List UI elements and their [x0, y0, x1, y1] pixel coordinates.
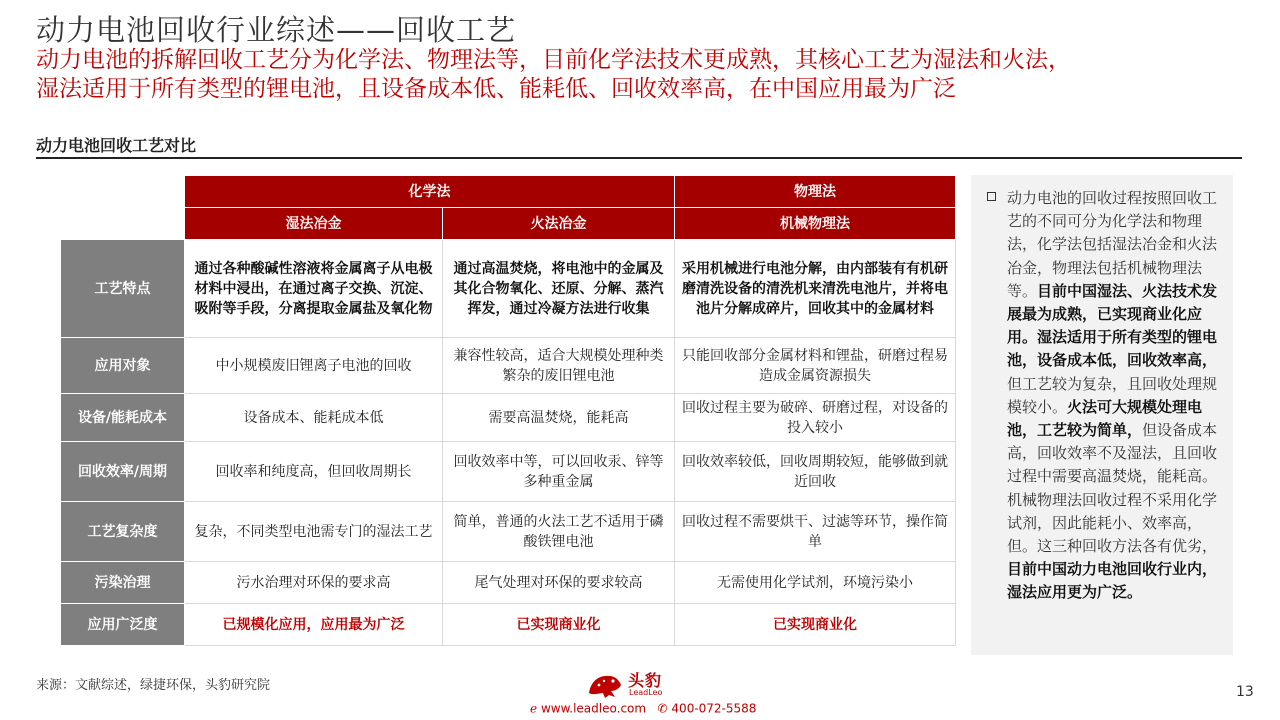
page-title: 动力电池回收行业综述——回收工艺: [36, 13, 517, 47]
table-cell: 设备成本、能耗成本低: [185, 394, 443, 442]
row-header: 污染治理: [61, 562, 185, 604]
table-cell: 回收率和纯度高，但回收周期长: [185, 442, 443, 502]
table-cell: 尾气处理对环保的要求较高: [443, 562, 675, 604]
row-header: 设备/能耗成本: [61, 394, 185, 442]
summary-text: 但工艺较为复杂，且回收处理规模较小。: [1007, 374, 1218, 416]
table-row: [61, 338, 956, 394]
table-row: [61, 604, 956, 646]
summary-box: [971, 175, 1233, 655]
row-header: 应用广泛度: [61, 604, 185, 646]
table-cell: 已实现商业化: [675, 604, 956, 646]
table-row: [61, 240, 956, 338]
summary-paragraph: [985, 187, 1221, 605]
logo-subtext: LeadLeo: [629, 688, 663, 697]
table-cell: 通过高温焚烧，将电池中的金属及其化合物氧化、还原、分解、蒸汽挥发，通过冷凝方法进行收集: [443, 240, 675, 338]
table-cell: 回收过程不需要烘干、过滤等环节，操作简单: [675, 502, 956, 562]
table-cell: 简单，普通的火法工艺不适用于磷酸铁锂电池: [443, 502, 675, 562]
logo-text: 头豹: [628, 671, 663, 690]
table-cell: 回收效率中等，可以回收汞、锌等多种重金属: [443, 442, 675, 502]
group-header-chemical: 化学法: [185, 176, 675, 208]
table-cell: 已规模化应用，应用最为广泛: [185, 604, 443, 646]
comparison-table: [60, 175, 956, 646]
table-cell: 需要高温焚烧，能耗高: [443, 394, 675, 442]
summary-text: 动力电池的回收过程按照回收工艺的不同可分为化学法和物理法，化学法包括湿法冶金和火法冶金，物理法包括机械物理法等。: [1007, 189, 1218, 300]
table-cell: 复杂，不同类型电池需专门的湿法工艺: [185, 502, 443, 562]
page-subtitle: [36, 46, 1256, 104]
phone-icon: ✆: [649, 701, 668, 716]
table-corner: [61, 208, 185, 240]
row-header: 工艺特点: [61, 240, 185, 338]
summary-text: 但设备成本高，回收效率不及湿法，且回收过程中需要高温焚烧，能耗高。机械物理法回收过程不采用化学试剂，因此能耗小、效率高，但。这三种回收方法各有优劣，: [1007, 421, 1218, 556]
section-title: 动力电池回收工艺对比: [36, 136, 197, 155]
table-corner: [61, 176, 185, 208]
table-cell: 通过各种酸碱性溶液将金属离子从电极材料中浸出，在通过离子交换、沉淀、吸附等手段，分离提取金属盐及氧化物: [185, 240, 443, 338]
table-row: [61, 562, 956, 604]
table-cell: 已实现商业化: [443, 604, 675, 646]
phone-number: 400-072-5588: [671, 701, 757, 716]
column-header-hydrometallurgy: 湿法冶金: [185, 208, 443, 240]
table-cell: 污水治理对环保的要求高: [185, 562, 443, 604]
summary-emphasis: 目前中国动力电池回收行业内，湿法应用更为广泛。: [1007, 560, 1218, 602]
subtitle-line: 动力电池的拆解回收工艺分为化学法、物理法等，目前化学法技术更成熟，其核心工艺为湿法和火法，: [36, 47, 1071, 73]
web-icon: ℯ: [530, 701, 538, 716]
table-cell: 采用机械进行电池分解，由内部装有有机研磨清洗设备的清洗机来清洗电池片，并将电池片分解成碎片，回收其中的金属材料: [675, 240, 956, 338]
table-cell: 无需使用化学试剂，环境污染小: [675, 562, 956, 604]
column-header-pyrometallurgy: 火法冶金: [443, 208, 675, 240]
subtitle-line: 湿法适用于所有类型的锂电池，且设备成本低、能耗低、回收效率高，在中国应用最为广泛: [36, 76, 956, 102]
table-cell: 回收效率较低，回收周期较短，能够做到就近回收: [675, 442, 956, 502]
group-header-physical: 物理法: [675, 176, 956, 208]
row-header: 工艺复杂度: [61, 502, 185, 562]
section-divider: [36, 157, 1242, 159]
table-cell: 兼容性较高，适合大规模处理种类繁杂的废旧锂电池: [443, 338, 675, 394]
table-cell: 中小规模废旧锂离子电池的回收: [185, 338, 443, 394]
source-note: 来源：文献综述，绿捷环保，头豹研究院: [36, 678, 271, 693]
contact-line: [530, 701, 756, 716]
table-cell: 回收过程主要为破碎、研磨过程，对设备的投入较小: [675, 394, 956, 442]
website-link[interactable]: www.leadleo.com: [540, 701, 647, 716]
column-header-mechanical: 机械物理法: [675, 208, 956, 240]
row-header: 应用对象: [61, 338, 185, 394]
row-header: 回收效率/周期: [61, 442, 185, 502]
table-cell: 只能回收部分金属材料和锂盐，研磨过程易造成金属资源损失: [675, 338, 956, 394]
table-row: [61, 502, 956, 562]
page-number: 13: [1236, 684, 1254, 700]
table-row: [61, 394, 956, 442]
summary-emphasis: 目前中国湿法、火法技术发展最为成熟，已实现商业化应用。湿法适用于所有类型的锂电池，设备成本低，回收效率高，: [1007, 281, 1218, 370]
checkbox-bullet-icon: [987, 192, 996, 201]
summary-emphasis: 火法可大规模处理电池，工艺较为简单，: [1007, 397, 1203, 440]
table-row: [61, 442, 956, 502]
